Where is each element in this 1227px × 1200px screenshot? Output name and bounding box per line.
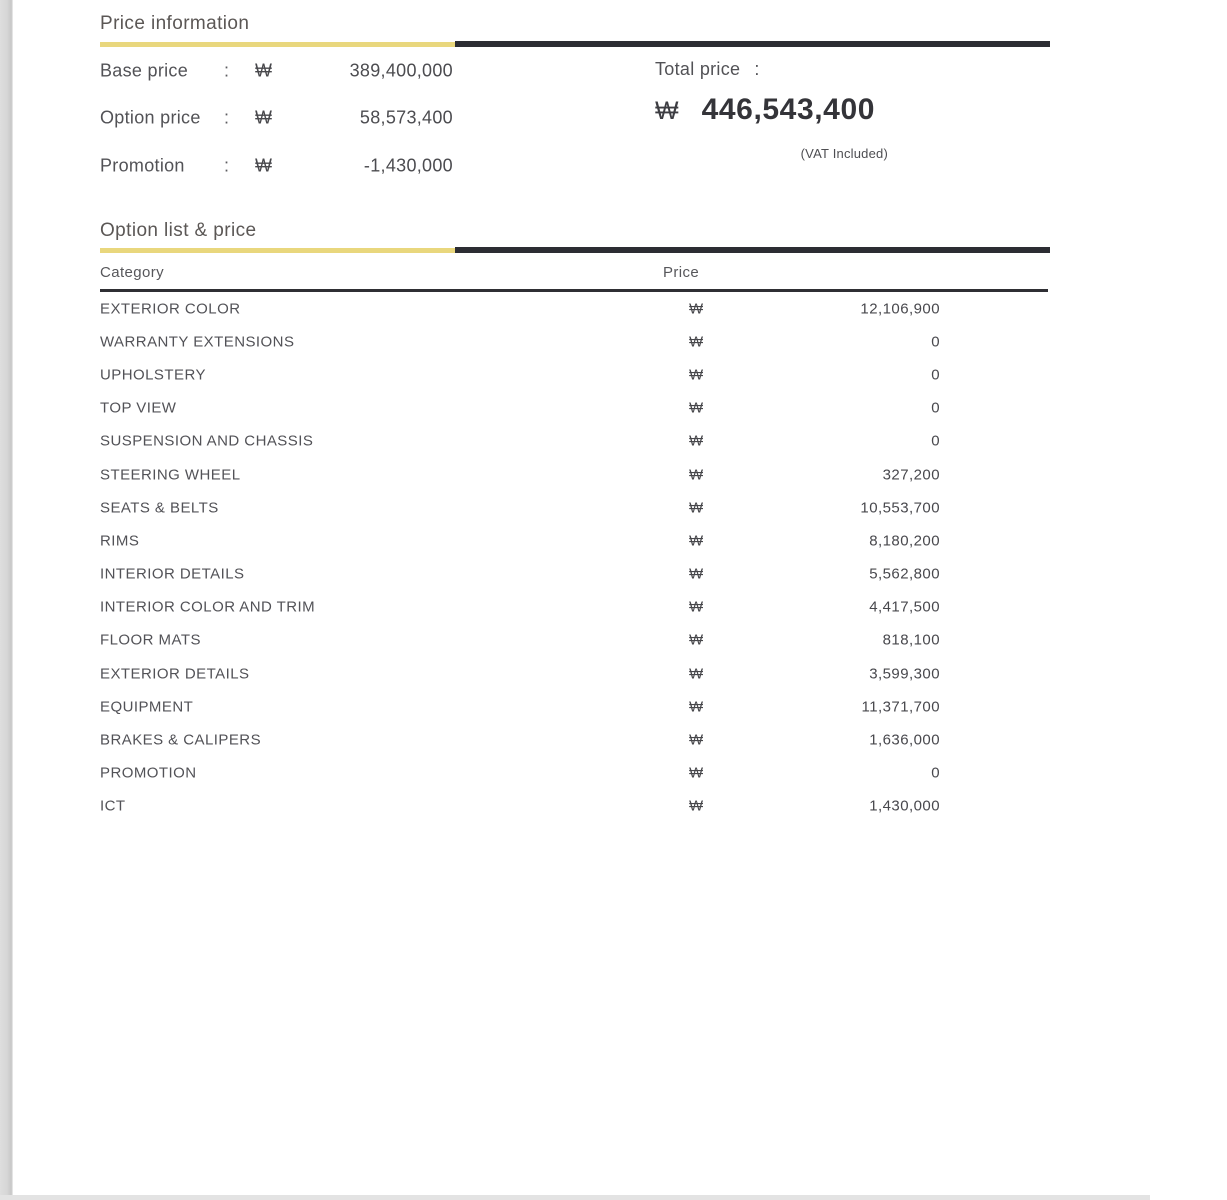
won-currency-symbol: ₩ bbox=[689, 731, 704, 749]
table-row bbox=[100, 358, 940, 391]
total-price-label-text: Total price bbox=[655, 59, 741, 79]
price-row-label: Base price bbox=[100, 60, 189, 81]
page-content bbox=[100, 0, 1050, 1200]
table-row bbox=[100, 458, 940, 491]
price-summary-row bbox=[100, 95, 453, 143]
table-row bbox=[100, 425, 940, 458]
section-divider bbox=[100, 247, 1050, 254]
won-currency-symbol: ₩ bbox=[689, 466, 704, 484]
price-row-colon: : bbox=[224, 155, 230, 176]
won-currency-symbol: ₩ bbox=[655, 97, 679, 125]
won-currency-symbol: ₩ bbox=[689, 366, 704, 384]
won-currency-symbol: ₩ bbox=[689, 698, 704, 716]
option-price-value: 5,562,800 bbox=[869, 565, 940, 583]
option-list-title: Option list & price bbox=[100, 220, 257, 241]
price-information-title: Price information bbox=[100, 13, 250, 34]
table-row bbox=[100, 392, 940, 425]
total-price-label bbox=[655, 59, 760, 80]
won-currency-symbol: ₩ bbox=[689, 399, 704, 417]
option-category-label: SUSPENSION AND CHASSIS bbox=[100, 432, 314, 450]
won-currency-symbol: ₩ bbox=[689, 499, 704, 517]
table-row bbox=[100, 491, 940, 524]
option-price-value: 0 bbox=[931, 432, 940, 450]
won-currency-symbol: ₩ bbox=[255, 60, 273, 81]
table-row bbox=[100, 657, 940, 690]
option-price-value: 0 bbox=[931, 366, 940, 384]
page-edge-shadow bbox=[0, 0, 13, 1200]
option-category-label: EXTERIOR COLOR bbox=[100, 300, 241, 318]
option-price-value: 818,100 bbox=[882, 631, 940, 649]
won-currency-symbol: ₩ bbox=[689, 764, 704, 782]
option-price-value: 11,371,700 bbox=[861, 698, 940, 716]
option-price-value: 3,599,300 bbox=[869, 665, 940, 683]
table-row bbox=[100, 624, 940, 657]
option-price-value: 1,636,000 bbox=[869, 731, 940, 749]
option-category-label: FLOOR MATS bbox=[100, 631, 201, 649]
vat-included-note: (VAT Included) bbox=[800, 146, 888, 161]
option-price-value: 0 bbox=[931, 764, 940, 782]
won-currency-symbol: ₩ bbox=[689, 432, 704, 450]
price-summary-rows bbox=[100, 47, 453, 190]
divider-yellow-segment bbox=[100, 248, 455, 253]
option-category-label: INTERIOR DETAILS bbox=[100, 565, 245, 583]
option-category-label: SEATS & BELTS bbox=[100, 499, 219, 517]
total-price-amount bbox=[655, 93, 875, 127]
price-column-header: Price bbox=[663, 264, 700, 281]
price-row-value: -1,430,000 bbox=[363, 155, 453, 176]
table-row bbox=[100, 292, 940, 325]
won-currency-symbol: ₩ bbox=[255, 107, 273, 128]
table-row bbox=[100, 790, 940, 823]
option-category-label: TOP VIEW bbox=[100, 399, 177, 417]
option-category-label: STEERING WHEEL bbox=[100, 466, 241, 484]
price-summary-row bbox=[100, 47, 453, 95]
option-price-value: 0 bbox=[931, 333, 940, 351]
won-currency-symbol: ₩ bbox=[689, 797, 704, 815]
won-currency-symbol: ₩ bbox=[689, 665, 704, 683]
option-category-label: EXTERIOR DETAILS bbox=[100, 665, 250, 683]
option-table-body bbox=[100, 292, 940, 823]
table-row bbox=[100, 524, 940, 557]
price-summary-row bbox=[100, 142, 453, 190]
won-currency-symbol: ₩ bbox=[689, 598, 704, 616]
option-price-value: 12,106,900 bbox=[860, 300, 940, 318]
price-row-colon: : bbox=[224, 60, 230, 81]
table-row bbox=[100, 558, 940, 591]
table-row bbox=[100, 690, 940, 723]
won-currency-symbol: ₩ bbox=[255, 155, 273, 176]
price-row-label: Promotion bbox=[100, 155, 185, 176]
divider-dark-segment bbox=[455, 247, 1050, 253]
table-row bbox=[100, 591, 940, 624]
category-column-header: Category bbox=[100, 264, 165, 281]
table-row bbox=[100, 723, 940, 756]
total-price-value: 446,543,400 bbox=[701, 93, 876, 126]
price-row-value: 389,400,000 bbox=[349, 60, 453, 81]
option-category-label: INTERIOR COLOR AND TRIM bbox=[100, 598, 316, 616]
price-row-colon: : bbox=[224, 107, 230, 128]
option-price-value: 1,430,000 bbox=[869, 797, 940, 815]
total-price-colon: : bbox=[754, 59, 760, 79]
option-category-label: ICT bbox=[100, 797, 126, 815]
option-price-value: 0 bbox=[931, 399, 940, 417]
option-price-value: 10,553,700 bbox=[860, 499, 940, 517]
table-row bbox=[100, 757, 940, 790]
price-row-value: 58,573,400 bbox=[359, 107, 453, 128]
option-category-label: UPHOLSTERY bbox=[100, 366, 206, 384]
won-currency-symbol: ₩ bbox=[689, 300, 704, 318]
option-price-value: 4,417,500 bbox=[869, 598, 940, 616]
table-row bbox=[100, 325, 940, 358]
page-bottom-edge bbox=[0, 1195, 1150, 1200]
option-category-label: RIMS bbox=[100, 532, 140, 550]
option-category-label: EQUIPMENT bbox=[100, 698, 194, 716]
won-currency-symbol: ₩ bbox=[689, 631, 704, 649]
option-price-value: 327,200 bbox=[882, 466, 940, 484]
price-row-label: Option price bbox=[100, 107, 201, 128]
option-category-label: WARRANTY EXTENSIONS bbox=[100, 333, 295, 351]
won-currency-symbol: ₩ bbox=[689, 532, 704, 550]
total-price-block bbox=[655, 0, 888, 170]
option-category-label: BRAKES & CALIPERS bbox=[100, 731, 262, 749]
won-currency-symbol: ₩ bbox=[689, 565, 704, 583]
option-price-value: 8,180,200 bbox=[869, 532, 940, 550]
won-currency-symbol: ₩ bbox=[689, 333, 704, 351]
option-category-label: PROMOTION bbox=[100, 764, 197, 782]
